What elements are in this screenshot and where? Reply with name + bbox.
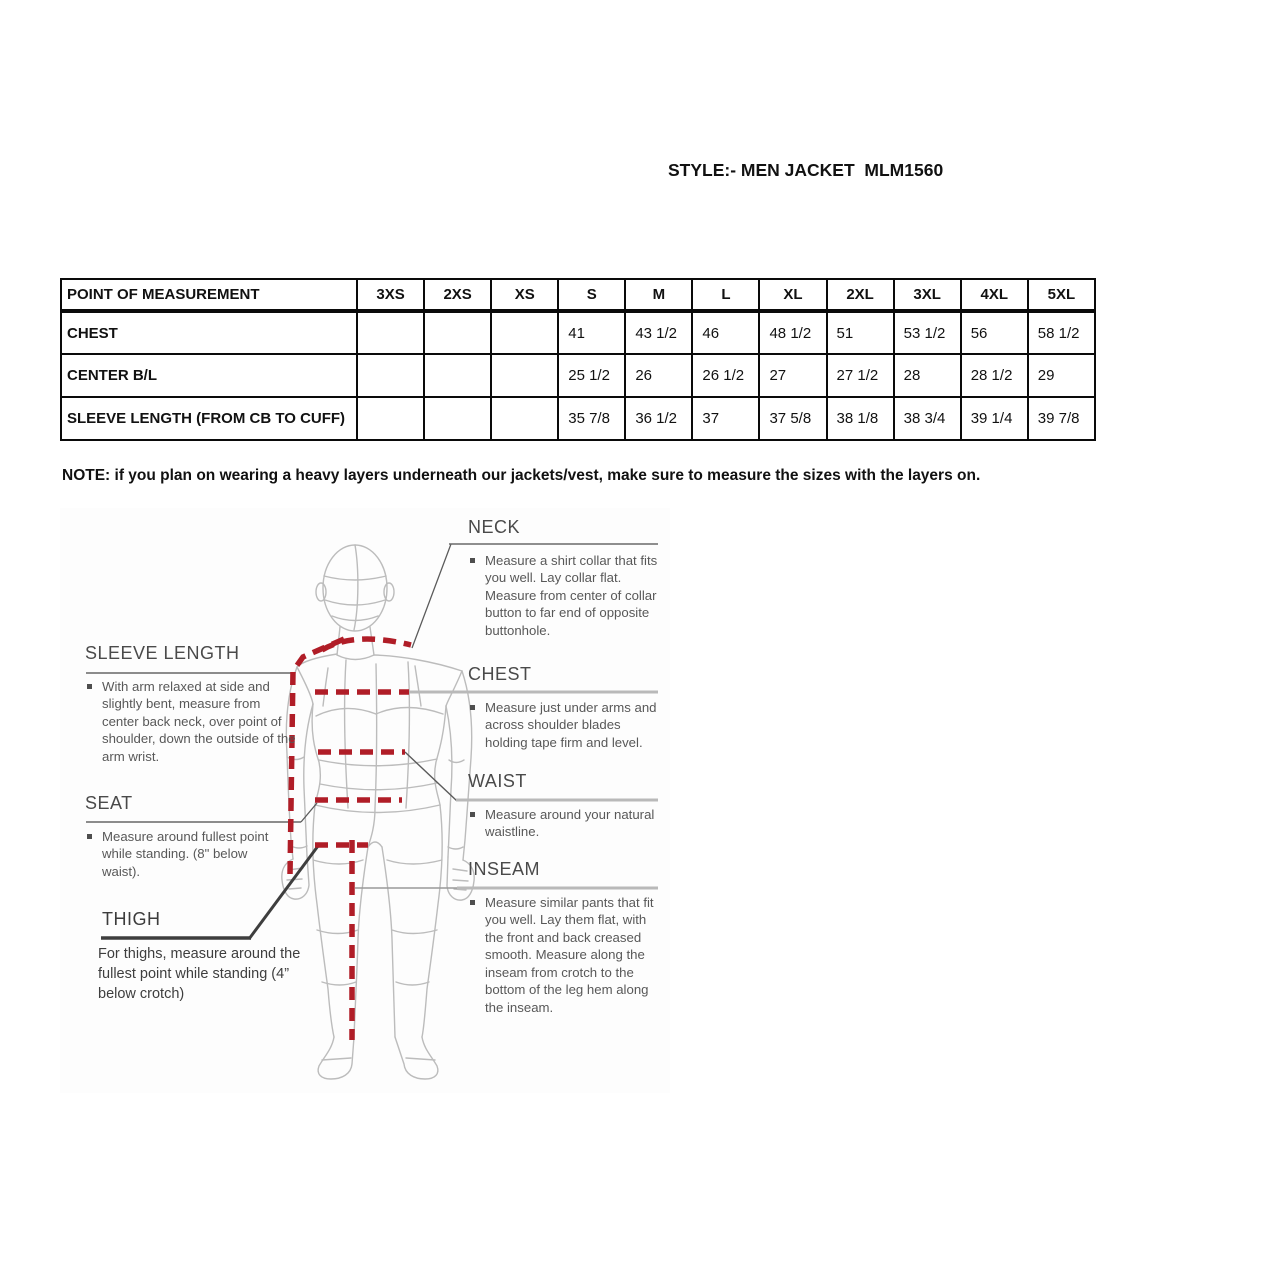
cell (424, 354, 491, 397)
thigh-heading: THIGH (102, 909, 161, 929)
column-header-xl: XL (759, 279, 826, 311)
seat-heading: SEAT (85, 793, 133, 813)
cell: 35 7/8 (558, 397, 625, 440)
bullet-square-icon (470, 558, 475, 563)
bullet-square-icon (87, 684, 92, 689)
seat-description: Measure around fullest point while standing. (8" below waist). (102, 829, 269, 879)
cell: 56 (961, 311, 1028, 354)
column-header-3xl: 3XL (894, 279, 961, 311)
cell: 26 (625, 354, 692, 397)
cell: 28 (894, 354, 961, 397)
cell: 51 (827, 311, 894, 354)
waist-heading: WAIST (468, 771, 527, 791)
cell: 38 1/8 (827, 397, 894, 440)
row-label: CHEST (61, 311, 357, 354)
chest-heading: CHEST (468, 664, 532, 684)
column-header-l: L (692, 279, 759, 311)
cell: 53 1/2 (894, 311, 961, 354)
cell: 48 1/2 (759, 311, 826, 354)
callout-waist (468, 770, 666, 841)
cell (357, 397, 424, 440)
cell (491, 397, 558, 440)
column-header-2xl: 2XL (827, 279, 894, 311)
callout-chest (468, 663, 666, 751)
bullet-square-icon (470, 705, 475, 710)
cell (424, 397, 491, 440)
cell: 27 1/2 (827, 354, 894, 397)
column-header-2xs: 2XS (424, 279, 491, 311)
column-header-s: S (558, 279, 625, 311)
cell: 37 (692, 397, 759, 440)
cell: 25 1/2 (558, 354, 625, 397)
column-header-xs: XS (491, 279, 558, 311)
measurement-guide-diagram (60, 508, 670, 1093)
style-title: STYLE:- MEN JACKET MLM1560 (668, 160, 944, 180)
column-header-4xl: 4XL (961, 279, 1028, 311)
callout-neck (468, 516, 666, 639)
table-row-sleeve-length (61, 397, 1095, 440)
table-row-center-bl (61, 354, 1095, 397)
cell: 26 1/2 (692, 354, 759, 397)
cell: 29 (1028, 354, 1095, 397)
row-label: SLEEVE LENGTH (FROM CB TO CUFF) (61, 397, 357, 440)
cell: 58 1/2 (1028, 311, 1095, 354)
column-header-point-of-measurement: POINT OF MEASUREMENT (61, 279, 357, 311)
cell (491, 354, 558, 397)
cell (357, 311, 424, 354)
cell: 27 (759, 354, 826, 397)
chest-description: Measure just under arms and across shoulder blades holding tape firm and level. (485, 700, 657, 750)
sleeve-length-heading: SLEEVE LENGTH (85, 643, 240, 663)
sleeve-length-description: With arm relaxed at side and slightly bent, measure from center back neck, over point of shoulder, down the outside of the arm wrist. (102, 679, 296, 764)
cell (491, 311, 558, 354)
bullet-square-icon (470, 900, 475, 905)
bullet-square-icon (87, 834, 92, 839)
cell: 46 (692, 311, 759, 354)
inseam-heading: INSEAM (468, 859, 541, 879)
row-label: CENTER B/L (61, 354, 357, 397)
cell: 43 1/2 (625, 311, 692, 354)
column-header-5xl: 5XL (1028, 279, 1095, 311)
callout-thigh (98, 908, 302, 1004)
callout-inseam (468, 858, 668, 1016)
cell: 37 5/8 (759, 397, 826, 440)
callout-sleeve-length (85, 642, 297, 765)
thigh-description: For thighs, measure around the fullest point while standing (4” below crotch) (98, 946, 301, 1002)
cell: 39 1/4 (961, 397, 1028, 440)
callout-seat (85, 792, 285, 880)
cell: 28 1/2 (961, 354, 1028, 397)
note-text: NOTE: if you plan on wearing a heavy layers underneath our jackets/vest, make sure to measure the sizes with the layers on. (62, 467, 981, 484)
cell (357, 354, 424, 397)
table-row-chest (61, 311, 1095, 354)
inseam-description: Measure similar pants that fit you well. Lay them flat, with the front and back creased smooth. Measure along the inseam from crotch to the bottom of the leg hem along the inseam. (485, 895, 654, 1015)
cell: 41 (558, 311, 625, 354)
size-chart-table (60, 278, 1096, 441)
neck-description: Measure a shirt collar that fits you well. Lay collar flat. Measure from center of collar button to far end of opposite buttonhole. (485, 553, 658, 638)
cell (424, 311, 491, 354)
neck-heading: NECK (468, 517, 521, 537)
table-header-row (61, 279, 1095, 311)
column-header-3xs: 3XS (357, 279, 424, 311)
column-header-m: M (625, 279, 692, 311)
bullet-square-icon (470, 812, 475, 817)
cell: 39 7/8 (1028, 397, 1095, 440)
waist-description: Measure around your natural waistline. (485, 807, 655, 840)
cell: 36 1/2 (625, 397, 692, 440)
cell: 38 3/4 (894, 397, 961, 440)
